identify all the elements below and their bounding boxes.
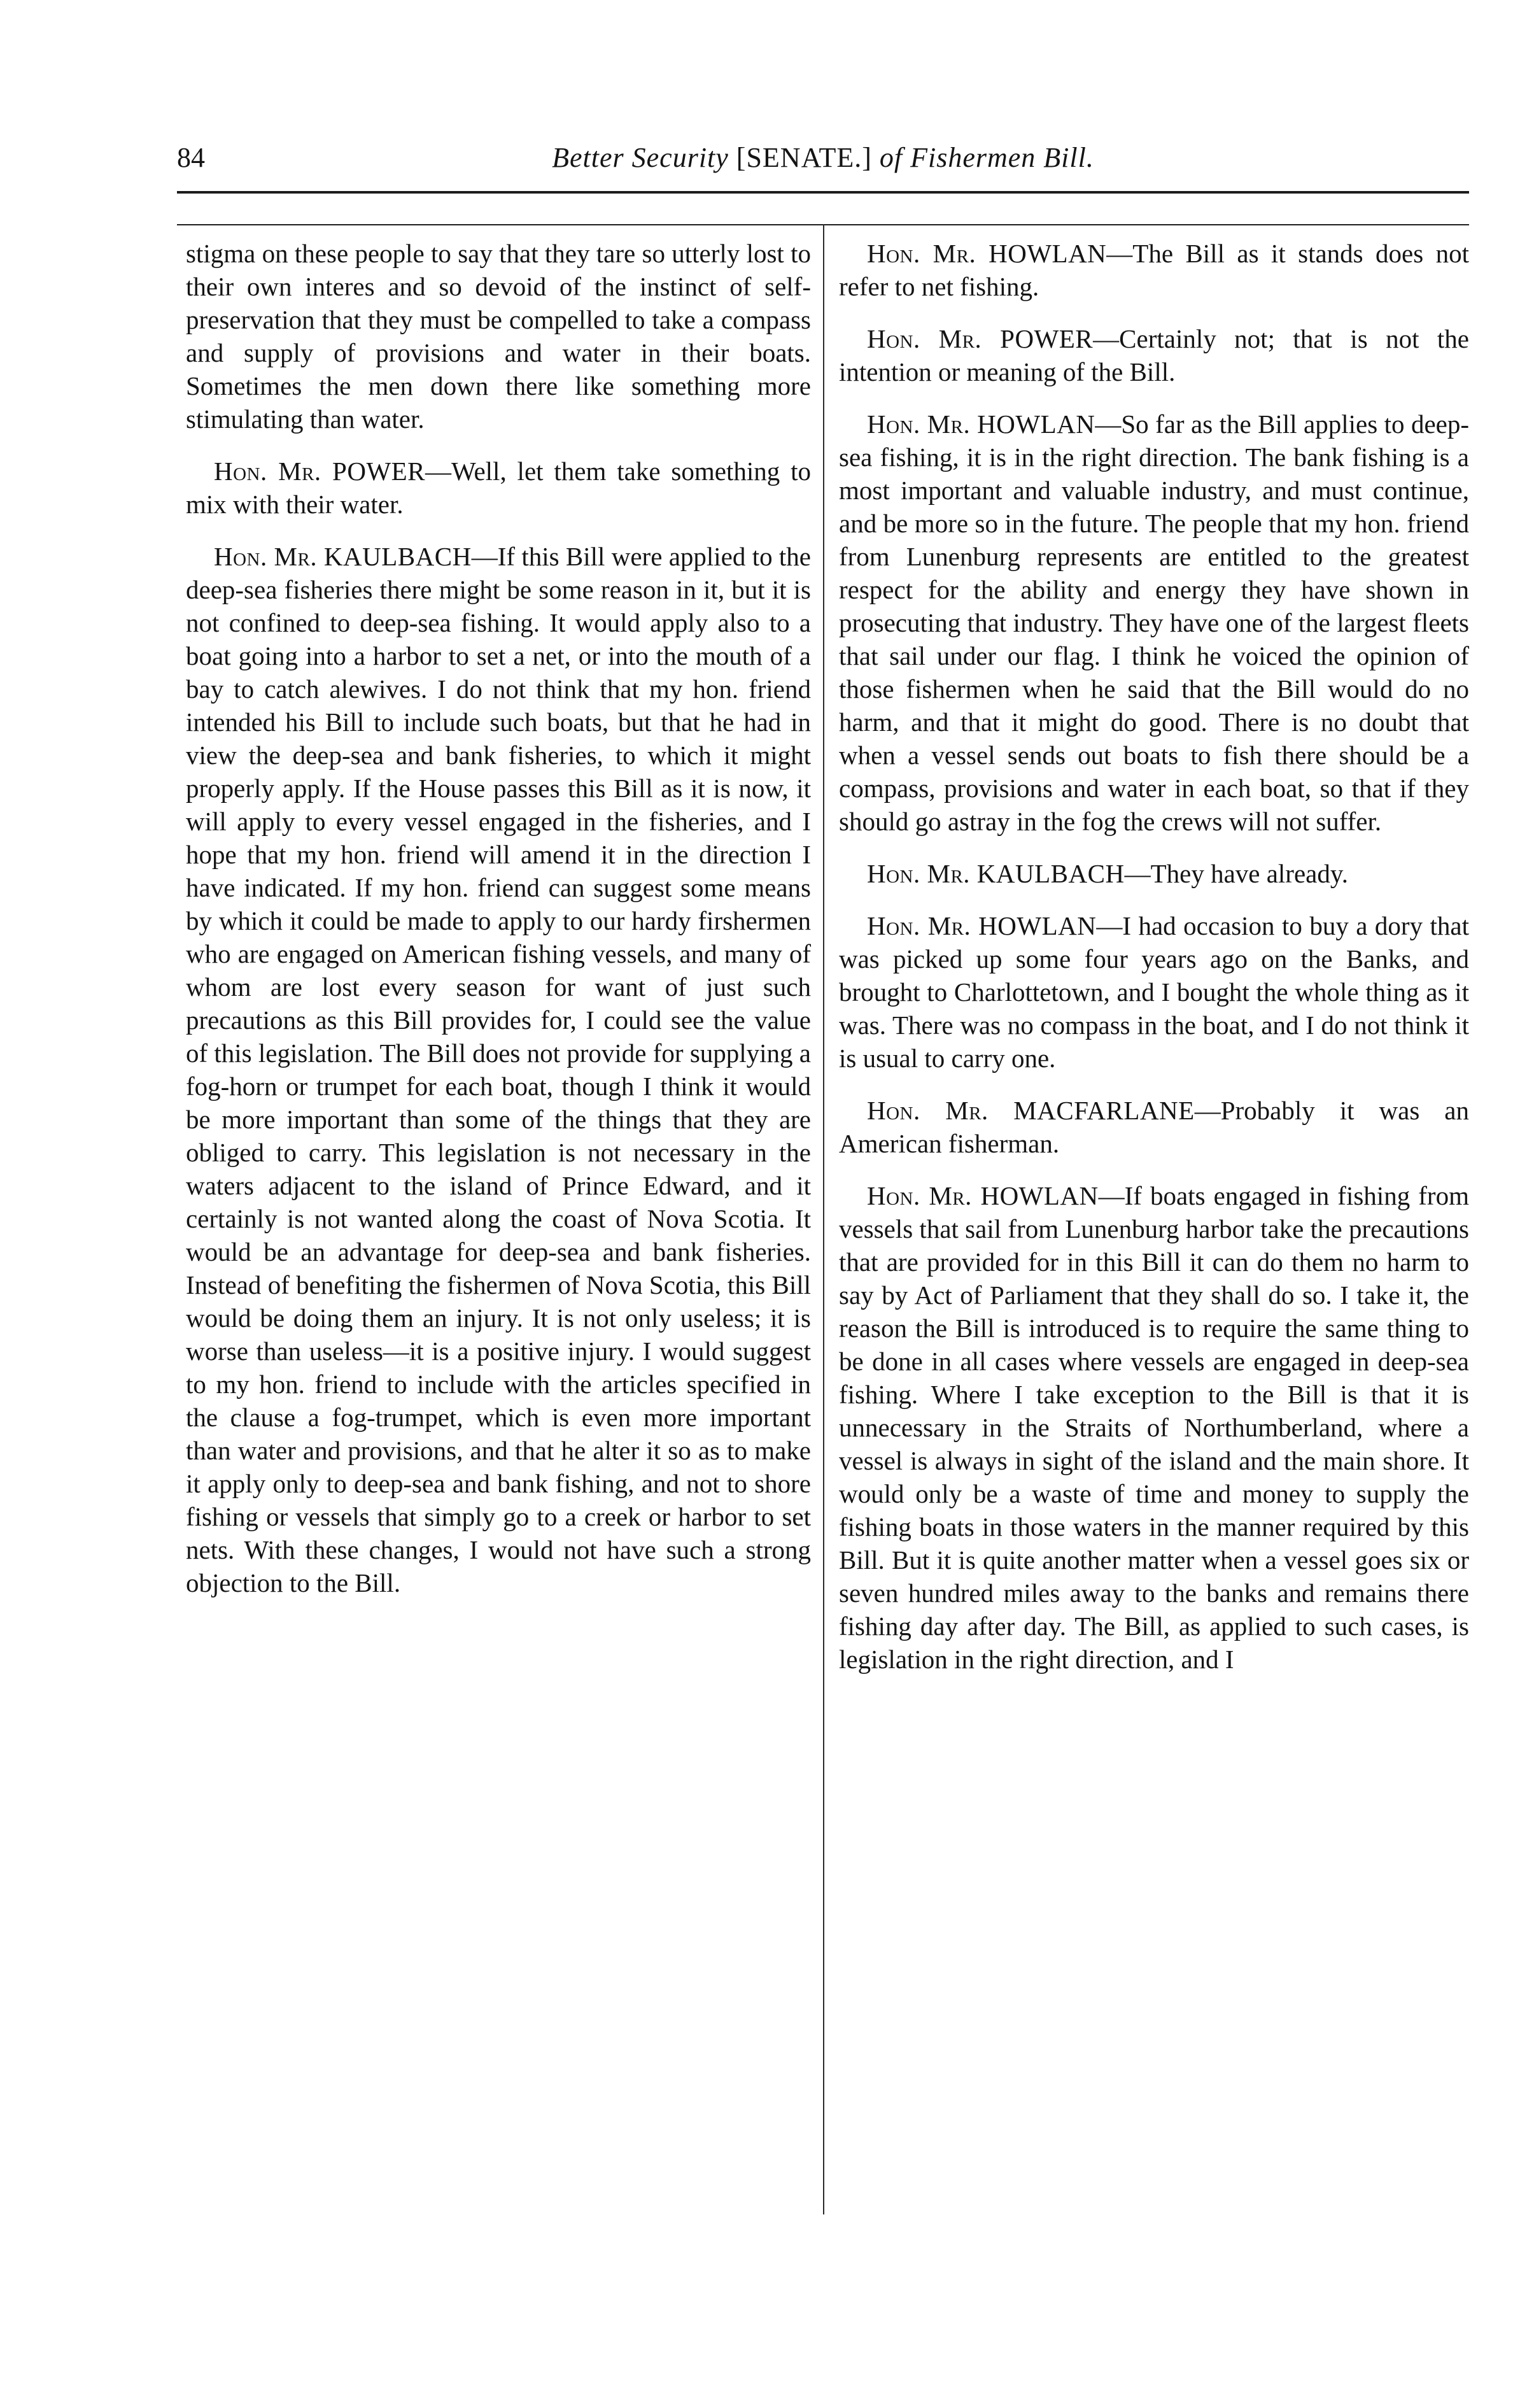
speaker-name: Hon. Mr. KAULBACH	[214, 542, 472, 571]
paragraph	[186, 455, 811, 521]
paragraph	[839, 1179, 1469, 1676]
paragraph	[839, 407, 1469, 838]
speaker-name: Hon. Mr. HOWLAN	[867, 911, 1097, 940]
speaker-name: Hon. Mr. POWER	[867, 324, 1094, 353]
paragraph-text: stigma on these people to say that they tare so utterly lost to their own interes and so devoid of the instinct of self-preservation that they must be compelled to take a compass and supply of provisions and water in their boats. Sometimes the men down there like something more stimulating than water.	[186, 239, 811, 434]
running-title	[177, 139, 1469, 177]
page-header	[177, 139, 1469, 190]
running-title-bracket: [SENATE.]	[736, 142, 872, 173]
paragraph	[839, 857, 1469, 890]
paragraph	[839, 237, 1469, 303]
paragraph-text: —So far as the Bill applies to deep-sea fishing, it is in the right direction. The bank fishing is a most important and valuable industry, and must continue, and be more so in the future. The people that my hon. friend from Lunenburg represents are entitled to the greatest respect for the ability and energy they have shown in prosecuting that industry. They have one of the largest fleets that sail under our flag. I think he voiced the opinion of those fishermen when he said that the Bill would do no harm, and that it might do good. There is no doubt that when a vessel sends out boats to fish there should be a compass, provisions and water in each boat, so that if they should go astray in the fog the crews will not suffer.	[839, 409, 1469, 836]
paragraph	[839, 1094, 1469, 1160]
paragraph-text: —Certainly not; that is not the intention or meaning of the Bill.	[839, 324, 1469, 386]
paragraph-text: —Well, let them take something to mix with their water.	[186, 457, 812, 519]
speaker-name: Hon. Mr. KAULBACH	[867, 859, 1125, 888]
right-column	[839, 237, 1469, 1695]
paragraph	[186, 237, 811, 436]
paragraph-text: —If this Bill were applied to the deep-sea fisheries there might be some reason in it, but it is not confined to deep-sea fishing. It would apply also to a boat going into a harbor to set a net, or into the mouth of a bay to catch alewives. I do not think that my hon. friend intended his Bill to include such boats, but that he had in view the deep-sea and bank fisheries, to which it might properly apply. If the House passes this Bill as it is now, it will apply to every vessel engaged in the fisheries, and I hope that my hon. friend will amend it in the direction I have indicated. If my hon. friend can suggest some means by which it could be made to apply to our hardy firshermen who are engaged on American fishing vessels, and many of whom are lost every season for want of just such precautions as this Bill provides for, I could see the value of this legislation. The Bill does not provide for supplying a fog-horn or trumpet for each boat, though I think it would be more important than some of the things that they are obliged to carry. This legislation is not necessary in the waters adjacent to the island of Prince Edward, and it certainly is not wanted along the coast of Nova Scotia. It would be an advantage for deep-sea and bank fisheries. Instead of benefiting the fishermen of Nova Scotia, this Bill would be doing them an injury. It is not only useless; it is worse than useless—it is a positive injury. I would suggest to my hon. friend to include with the articles specified in the clause a fog-trumpet, which is even more important than water and provisions, and that he alter it so as to make it apply only to deep-sea and bank fishing, and not to shore fishing or vessels that simply go to a creek or harbor to set nets. With these changes, I would not have such a strong objection to the Bill.	[186, 542, 811, 1597]
left-column	[186, 237, 811, 1618]
header-rule-thick	[177, 191, 1469, 194]
speaker-name: Hon. Mr. HOWLAN	[867, 1181, 1099, 1210]
speaker-name: Hon. Mr. MACFARLANE	[867, 1096, 1195, 1125]
paragraph-text: —If boats engaged in fishing from vessels that sail from Lunenburg harbor take the precautions that are provided for in this Bill it can do them no harm to say by Act of Parliament that they shall do so. I take it, the reason the Bill is introduced is to require the same thing to be done in all cases where vessels are engaged in deep-sea fishing. Where I take exception to the Bill is that it is unnecessary in the Straits of Northumberland, where a vessel is always in sight of the island and the main shore. It would only be a waste of time and money to supply the fishing boats in those waters in the manner required by this Bill. But it is quite another matter when a vessel goes six or seven hundred miles away to the banks and remains there fishing day after day. The Bill, as applied to such cases, is legislation in the right direction, and I	[839, 1181, 1469, 1674]
paragraph	[839, 909, 1469, 1075]
running-title-part1: Better Security	[552, 142, 729, 173]
page-number: 84	[177, 142, 205, 173]
column-divider	[823, 224, 824, 2214]
speaker-name: Hon. Mr. HOWLAN	[867, 409, 1095, 439]
paragraph-text: —I had occasion to buy a dory that was picked up some four years ago on the Banks, and brought to Charlottetown, and I bought the whole thing as it was. There was no compass in the boat, and I do not think it is usual to carry one.	[839, 911, 1469, 1073]
paragraph	[839, 322, 1469, 388]
speaker-name: Hon. Mr. HOWLAN	[867, 239, 1107, 268]
paragraph-text: —The Bill as it stands does not refer to net fishing.	[839, 239, 1469, 301]
paragraph-text: —They have already.	[1124, 859, 1348, 888]
paragraph-text: —Probably it was an American fisherman.	[839, 1096, 1469, 1158]
paragraph	[186, 540, 811, 1599]
speaker-name: Hon. Mr. POWER	[214, 457, 426, 486]
running-title-part2: of Fishermen Bill.	[879, 142, 1094, 173]
